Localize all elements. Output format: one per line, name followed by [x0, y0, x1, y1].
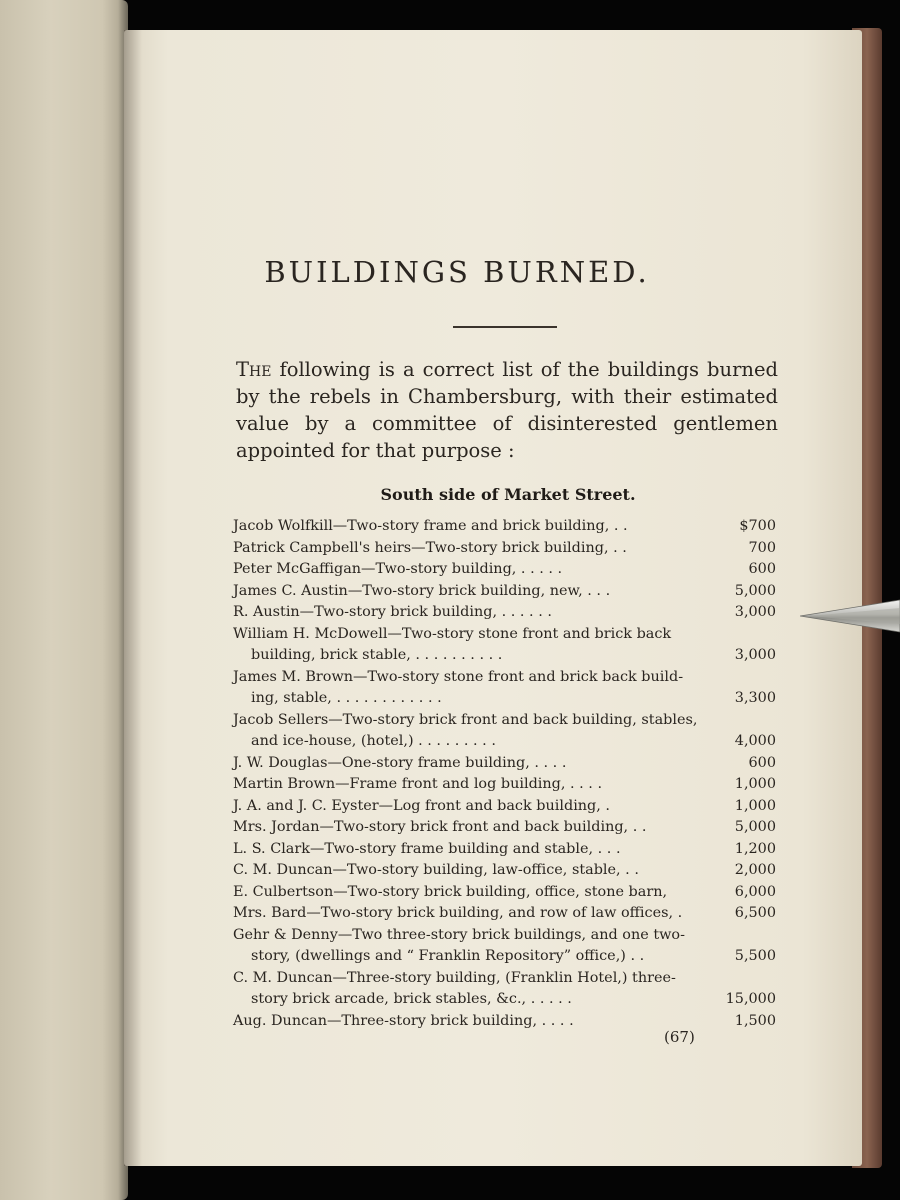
intro-lead: The	[236, 358, 272, 381]
entry-description	[233, 516, 778, 538]
intro-paragraph	[236, 356, 778, 464]
page-title: BUILDINGS BURNED.	[264, 255, 650, 289]
entry-amount: 15,000	[725, 991, 776, 1007]
entry-line: Mrs. Bard—Two-story brick building, and row of law offices, .	[233, 905, 683, 921]
entry-description	[233, 624, 778, 667]
entry-amount: 3,000	[734, 647, 776, 663]
entry-line: James C. Austin—Two-story brick building, new, . . .	[233, 582, 611, 599]
entry-amount: 1,500	[734, 1012, 776, 1029]
list-item	[233, 860, 778, 882]
entry-amount: 2,000	[734, 862, 776, 878]
entry-amount: 3,300	[734, 690, 776, 706]
entry-description	[233, 925, 778, 968]
entry-line: Patrick Campbell's heirs—Two-story brick building, . .	[233, 539, 627, 556]
entry-amount: 1,000	[734, 797, 776, 814]
entry-description	[233, 753, 778, 775]
gutter-shadow	[124, 30, 142, 1166]
entry-description	[233, 667, 778, 710]
entry-amount: 1,200	[734, 840, 776, 857]
list-item	[233, 516, 778, 538]
entry-amount: 3,000	[734, 604, 776, 620]
entry-amount: 700	[748, 539, 776, 556]
list-item	[233, 882, 778, 904]
entry-description	[233, 559, 778, 581]
entry-description	[233, 774, 778, 796]
list-item	[233, 774, 778, 796]
list-item	[233, 839, 778, 861]
list-item	[233, 581, 778, 603]
entry-line: J. A. and J. C. Eyster—Log front and back building, .	[233, 797, 610, 814]
page-number: (67)	[664, 1028, 695, 1046]
entry-description	[233, 882, 778, 904]
entry-line: and ice-house, (hotel,) . . . . . . . . .	[251, 733, 496, 749]
entry-description	[233, 581, 778, 603]
entry-description	[233, 1011, 778, 1033]
entry-description	[233, 839, 778, 861]
entry-line: James M. Brown—Two-story stone front and brick back build-	[233, 668, 684, 685]
entry-description	[233, 538, 778, 560]
entry-line: C. M. Duncan—Two-story building, law-office, stable, . .	[233, 862, 639, 878]
entry-description	[233, 860, 778, 882]
list-item	[233, 796, 778, 818]
list-item	[233, 753, 778, 775]
entry-amount: 600	[748, 561, 776, 577]
list-item	[233, 667, 778, 710]
entry-amount: 6,000	[734, 883, 776, 900]
entry-description	[233, 710, 778, 753]
entry-amount: 5,500	[734, 948, 776, 964]
list-item	[233, 925, 778, 968]
entry-line: Aug. Duncan—Three-story brick building, . . . .	[233, 1012, 574, 1029]
list-item	[233, 1011, 778, 1033]
list-item	[233, 968, 778, 1011]
entry-description	[233, 903, 778, 925]
entry-line: Peter McGaffigan—Two-story building, . . . . .	[233, 561, 563, 577]
title-rule	[453, 326, 557, 328]
entry-amount: 1,000	[734, 776, 776, 792]
entry-description	[233, 817, 778, 839]
entry-line: ing, stable, . . . . . . . . . . . .	[251, 690, 442, 706]
entry-line: J. W. Douglas—One-story frame building, . . . .	[233, 754, 567, 771]
entry-amount: $700	[739, 518, 776, 534]
entry-line: Martin Brown—Frame front and log building, . . . .	[233, 776, 603, 792]
list-item	[233, 710, 778, 753]
entry-amount: 5,000	[734, 819, 776, 835]
list-item	[233, 903, 778, 925]
entry-line: C. M. Duncan—Three-story building, (Franklin Hotel,) three-	[233, 969, 676, 986]
entry-amount: 5,000	[734, 582, 776, 599]
list-item	[233, 538, 778, 560]
list-item	[233, 624, 778, 667]
metal-page-marker	[800, 596, 900, 636]
entry-line: story brick arcade, brick stables, &c., . . . . .	[251, 991, 572, 1007]
entry-line: Gehr & Denny—Two three-story brick buildings, and one two-	[233, 926, 685, 943]
entry-line: E. Culbertson—Two-story brick building, office, stone barn,	[233, 883, 668, 900]
entry-description	[233, 602, 778, 624]
list-item	[233, 559, 778, 581]
entry-line: R. Austin—Two-story brick building, . . . . . .	[233, 604, 552, 620]
entry-line: building, brick stable, . . . . . . . . . .	[251, 647, 503, 663]
list-item	[233, 602, 778, 624]
section-heading: South side of Market Street.	[380, 485, 636, 504]
list-item	[233, 817, 778, 839]
buildings-list	[233, 516, 778, 1032]
entry-line: Jacob Wolfkill—Two-story frame and brick building, . .	[233, 518, 628, 534]
entry-line: L. S. Clark—Two-story frame building and stable, . . .	[233, 840, 621, 857]
entry-amount: 6,500	[734, 905, 776, 921]
entry-line: story, (dwellings and “ Franklin Repository” office,) . .	[251, 948, 645, 964]
entry-line: Mrs. Jordan—Two-story brick front and back building, . .	[233, 819, 647, 835]
entry-line: Jacob Sellers—Two-story brick front and back building, stables,	[233, 711, 698, 728]
entry-amount: 600	[748, 754, 776, 771]
entry-line: William H. McDowell—Two-story stone front and brick back	[233, 625, 672, 642]
entry-description	[233, 968, 778, 1011]
entry-description	[233, 796, 778, 818]
metal-page-marker-shape	[800, 596, 900, 636]
entry-amount: 4,000	[734, 733, 776, 749]
intro-text: following is a correct list of the buildings burned by the rebels in Chambersburg, with their estimated value by a committee of disinterested gentlemen appointed for that purpose :	[236, 358, 778, 462]
facing-page	[0, 0, 128, 1200]
